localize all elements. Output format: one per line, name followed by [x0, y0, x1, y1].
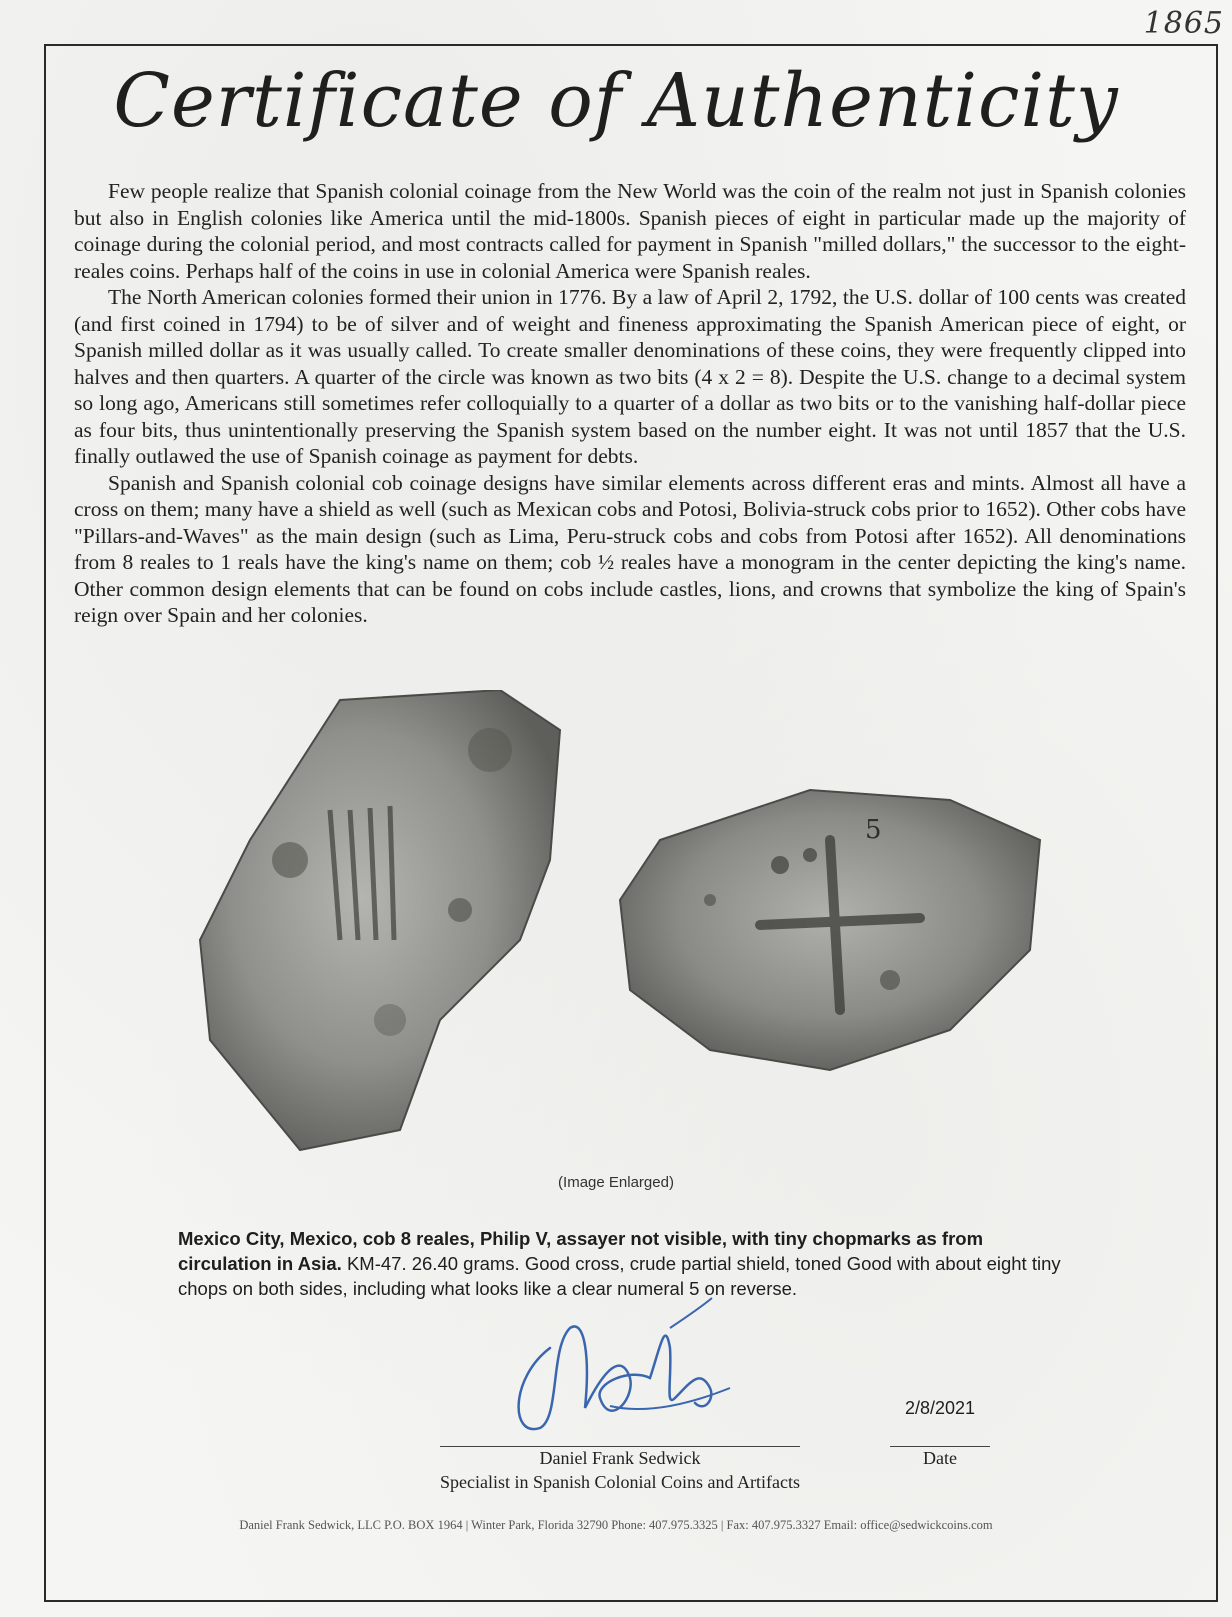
coin-reverse-image [620, 790, 1040, 1070]
signature-line [440, 1446, 800, 1447]
paragraph-1: Few people realize that Spanish colonial coinage from the New World was the coin of the realm not just in Spanish colonies but also in English colonies like America until the mid-1800s. Spanish pieces of eight in particular made up the majority of coinage during the colonial period, and most contracts called for payment in Spanish "milled dollars," the successor to the eight-reales coins. Perhaps half of the coins in use in colonial America were Spanish reales. [74, 179, 1186, 283]
paragraph-2: The North American colonies formed their union in 1776. By a law of April 2, 1792, the U.S. dollar of 100 cents was created (and first coined in 1794) to be of silver and of weight and fineness approximating the Spanish American piece of eight, or Spanish milled dollar as it was usually called. To create smaller denominations of these coins, they were frequently clipped into halves and then quarters. A quarter of the circle was known as two bits (4 x 2 = 8). Despite the U.S. change to a decimal system so long ago, Americans still sometimes refer colloquially to a quarter of a dollar as two bits or to the vanishing half-dollar piece as four bits, thus unintentionally preserving the Spanish system based on the number eight. It was not until 1857 that the U.S. finally outlawed the use of Spanish coinage as payment for debts. [74, 285, 1186, 468]
svg-text:5: 5 [865, 815, 882, 845]
signature-image [490, 1288, 750, 1448]
coin-obverse-image [200, 690, 560, 1150]
footer-contact: Daniel Frank Sedwick, LLC P.O. BOX 1964 | Winter Park, Florida 32790 Phone: 407.975.3325 | Fax: 407.975.3327 Email: office@sedwickcoins.com [239, 1518, 993, 1532]
signer-name: Daniel Frank Sedwick [539, 1448, 701, 1468]
date-line [890, 1446, 990, 1447]
date-label: Date [923, 1448, 957, 1468]
coin-description-bold: Mexico City, Mexico, cob 8 reales, Philip V, assayer not visible, with tiny chopmarks as from circulation in Asia. [178, 1228, 984, 1274]
signer-title: Specialist in Spanish Colonial Coins and Artifacts [440, 1472, 800, 1492]
coin-images [190, 690, 1070, 1160]
handwritten-number: 1865 [1143, 6, 1224, 41]
coin-description-details: KM-47. 26.40 grams. Good cross, crude partial shield, toned Good with about eight tiny chops on both sides, including what looks like a clear numeral 5 on reverse. [178, 1253, 1061, 1299]
certificate-body [74, 178, 1186, 629]
date-value: 2/8/2021 [904, 1398, 976, 1418]
certificate-title: Certificate of Authenticity [113, 58, 1119, 144]
paragraph-3: Spanish and Spanish colonial cob coinage designs have similar elements across different eras and mints. Almost all have a cross on them; many have a shield as well (such as Mexican cobs and Potosi, Bolivia-struck cobs prior to 1652). Other cobs have "Pillars-and-Waves" as the main design (such as Lima, Peru-struck cobs and cobs from Potosi after 1652). All denominations from 8 reales to 1 reals have the king's name on them; cob ½ reales have a monogram in the center depicting the king's name. Other common design elements that can be found on cobs include castles, lions, and crowns that symbolize the king of Spain's reign over Spain and her colonies. [74, 470, 1186, 627]
image-caption: (Image Enlarged) [558, 1174, 674, 1191]
